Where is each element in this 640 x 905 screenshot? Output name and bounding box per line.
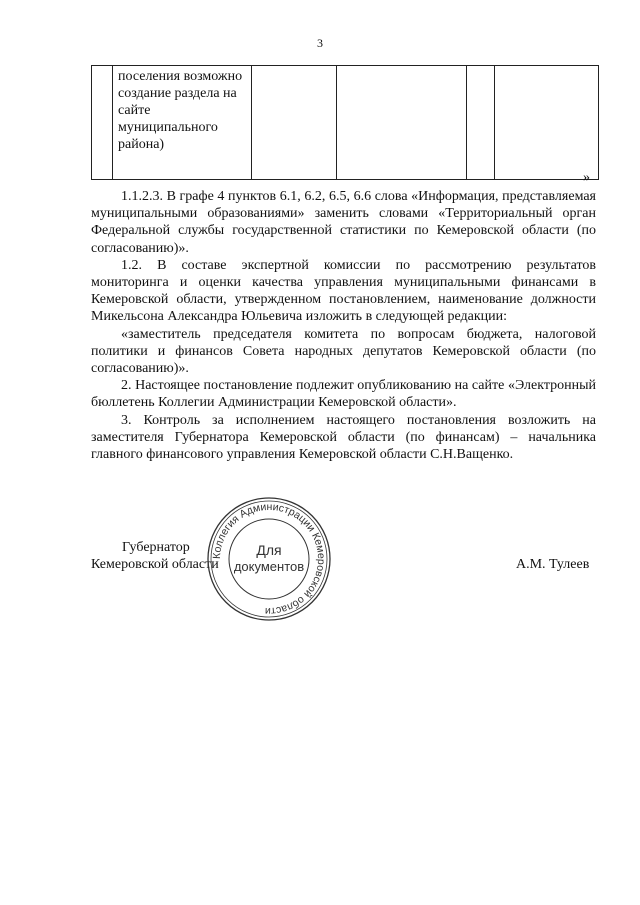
stamp-center-line2: документов bbox=[233, 559, 305, 574]
signatory-title: Губернатор bbox=[122, 540, 190, 555]
continuation-table bbox=[91, 65, 599, 180]
table-cell bbox=[92, 66, 113, 180]
signatory-region: Кемеровской области bbox=[91, 557, 219, 572]
paragraph-1-2: 1.2. В составе экспертной комиссии по рассмотрению результатов мониторинга и оценки качества управления муниципальными финансами в Кемеровской области, утвержденном постановлением, наименование должности Микельсона Александра Юльевича изложить в следующей редакции: bbox=[91, 257, 596, 325]
page-number: 3 bbox=[317, 36, 323, 50]
table-cell bbox=[337, 66, 467, 180]
paragraph-2: 2. Настоящее постановление подлежит опубликованию на сайте «Электронный бюллетень Коллегии Администрации Кемеровской области». bbox=[91, 378, 596, 411]
table-cell bbox=[467, 66, 495, 180]
signatory-name: А.М. Тулеев bbox=[516, 557, 590, 572]
stamp-center-line1: Для bbox=[256, 542, 282, 558]
stamp-ring-text: Коллегия Администрации Кемеровской области bbox=[210, 500, 328, 618]
document-body bbox=[91, 188, 596, 463]
table-cell bbox=[495, 66, 599, 180]
paragraph-1-1-2-3: 1.1.2.3. В графе 4 пунктов 6.1, 6.2, 6.5, 6.6 слова «Информация, представляемая муниципальными образованиями» заменить словами «Территориальный орган Федеральной службы государственной статистики по Кемеровской области (по согласованию)». bbox=[91, 189, 596, 256]
paragraph-quote: «заместитель председателя комитета по вопросам бюджета, налоговой политики и финансов Совета народных депутатов Кемеровской области (по согласованию)». bbox=[91, 326, 596, 377]
table-cell-text: поселения возможно создание раздела на сайте муниципального района) bbox=[118, 69, 243, 152]
table-row bbox=[92, 66, 599, 180]
closing-quote: » bbox=[583, 170, 590, 185]
paragraph-3: 3. Контроль за исполнением настоящего постановления возложить на заместителя Губернатора Кемеровской области (по финансам) – начальника главного финансового управления Кемеровской области С.Н.Ващенко. bbox=[91, 412, 596, 463]
table-cell bbox=[113, 66, 252, 180]
table-cell bbox=[252, 66, 337, 180]
official-stamp-icon bbox=[205, 495, 333, 623]
